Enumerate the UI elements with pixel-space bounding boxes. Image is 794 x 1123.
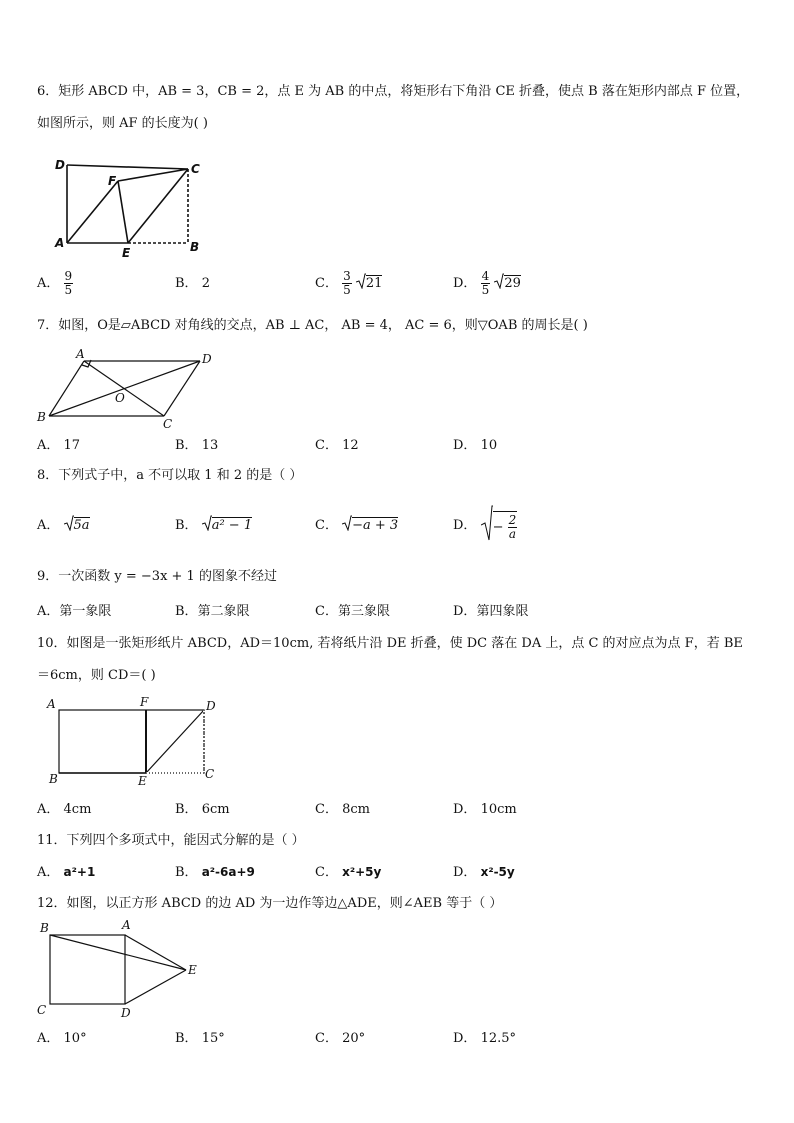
q10-label-a: A — [47, 697, 56, 711]
q7-figure — [34, 345, 224, 430]
q6-option-c-fraction: $\frac{3}{5}$ — [343, 269, 351, 297]
q6-label-d: D — [55, 158, 65, 172]
q6-option-b[interactable]: B． 2 — [175, 276, 210, 291]
q6-label-c: C — [191, 162, 200, 176]
q6-figure — [50, 155, 210, 260]
q7-option-c[interactable]: C． 12 — [315, 438, 359, 453]
q7-label-d: D — [202, 352, 212, 366]
q6-label-b: B — [190, 240, 200, 254]
q10-stem-line2: ＝6cm，则 CD＝( ) — [37, 668, 156, 683]
q9-option-d[interactable]: D．第四象限 — [453, 604, 529, 619]
q6-option-a[interactable]: A． $\frac{9}{5}$ — [37, 269, 73, 297]
q12-label-e: E — [188, 963, 197, 977]
q9-option-b[interactable]: B．第二象限 — [175, 604, 250, 619]
q6-option-d-fraction: $\frac{4}{5}$ — [481, 269, 490, 297]
q7-option-a[interactable]: A． 17 — [37, 438, 81, 453]
q7-option-b[interactable]: B． 13 — [175, 438, 219, 453]
q8-stem: 8．下列式子中，a 不可以取 1 和 2 的是（ ） — [37, 468, 303, 483]
q10-label-d: D — [206, 699, 216, 713]
q6-stem-line2: 如图所示，则 AF 的长度为( ) — [37, 116, 208, 131]
q12-option-b[interactable]: B． 15° — [175, 1031, 225, 1046]
q6-label-a: A — [55, 236, 65, 250]
q10-label-b: B — [49, 772, 58, 786]
q12-option-d[interactable]: D． 12.5° — [453, 1031, 517, 1046]
q10-option-d[interactable]: D． 10cm — [453, 802, 517, 817]
q10-option-b[interactable]: B． 6cm — [175, 802, 230, 817]
q12-option-a[interactable]: A． 10° — [37, 1031, 87, 1046]
q8-option-d-fraction: $\frac{2}{a}$ — [508, 512, 517, 541]
q12-label-d: D — [121, 1006, 131, 1020]
q10-label-e: E — [138, 774, 147, 788]
q10-label-c: C — [205, 767, 215, 781]
radical-icon — [202, 515, 212, 536]
q8-option-c[interactable]: C． −a + 3 — [315, 515, 398, 536]
q6-stem-line1: 6．矩形 ABCD 中，AB = 3，CB = 2，点 E 为 AB 的中点，将矩形右下角沿 CE 折叠，使点 B 落在矩形内部点 F 位置， — [37, 84, 750, 99]
q7-label-c: C — [163, 417, 173, 430]
q7-label-o: O — [115, 391, 125, 405]
radical-icon — [342, 515, 352, 536]
radical-icon — [356, 273, 366, 294]
q10-figure — [44, 694, 224, 789]
q12-label-a: A — [122, 918, 131, 932]
q8-option-b[interactable]: B． a² − 1 — [175, 515, 252, 536]
q7-label-b: B — [37, 410, 46, 424]
q6-option-a-fraction: $\frac{9}{5}$ — [64, 269, 73, 297]
q8-option-d[interactable]: D． − $\frac{2}{a}$ — [453, 505, 517, 546]
q11-option-b[interactable]: B． a²-6a+9 — [175, 865, 255, 880]
q6-label-e: E — [122, 246, 131, 260]
q11-option-d[interactable]: D． x²-5y — [453, 865, 515, 880]
q7-option-d[interactable]: D． 10 — [453, 438, 498, 453]
q12-figure — [34, 918, 204, 1023]
q6-option-c[interactable]: C． $\frac{3}{5}$ 21 — [315, 269, 383, 297]
q11-option-c[interactable]: C． x²+5y — [315, 865, 382, 880]
q9-option-c[interactable]: C．第三象限 — [315, 604, 390, 619]
q12-stem: 12．如图，以正方形 ABCD 的边 AD 为一边作等边△ADE，则∠AEB 等于（ ） — [37, 896, 503, 911]
q10-option-c[interactable]: C． 8cm — [315, 802, 370, 817]
q11-option-a[interactable]: A． a²+1 — [37, 865, 96, 880]
radical-icon — [481, 505, 493, 546]
q12-label-c: C — [37, 1003, 47, 1017]
q7-label-a: A — [76, 347, 85, 361]
q7-stem: 7．如图，O是▱ABCD 对角线的交点，AB ⊥ AC， AB = 4， AC = 6，则▽OAB 的周长是( ) — [37, 318, 588, 333]
q10-stem-line1: 10．如图是一张矩形纸片 ABCD，AD＝10cm, 若将纸片沿 DE 折叠，使 DC 落在 DA 上，点 C 的对应点为点 F，若 BE — [37, 636, 743, 651]
radical-icon — [494, 273, 504, 294]
q12-option-c[interactable]: C． 20° — [315, 1031, 366, 1046]
q8-option-a[interactable]: A． 5a — [37, 515, 90, 536]
q10-option-a[interactable]: A． 4cm — [37, 802, 92, 817]
q9-option-a[interactable]: A．第一象限 — [37, 604, 112, 619]
q9-stem: 9．一次函数 y = −3x + 1 的图象不经过 — [37, 569, 277, 584]
q12-label-b: B — [40, 921, 49, 935]
q6-label-f: F — [108, 174, 117, 188]
q11-stem: 11．下列四个多项式中，能因式分解的是（ ） — [37, 833, 305, 848]
q10-label-f: F — [140, 695, 149, 709]
q6-option-d[interactable]: D． $\frac{4}{5}$ 29 — [453, 269, 521, 297]
radical-icon — [64, 515, 74, 536]
